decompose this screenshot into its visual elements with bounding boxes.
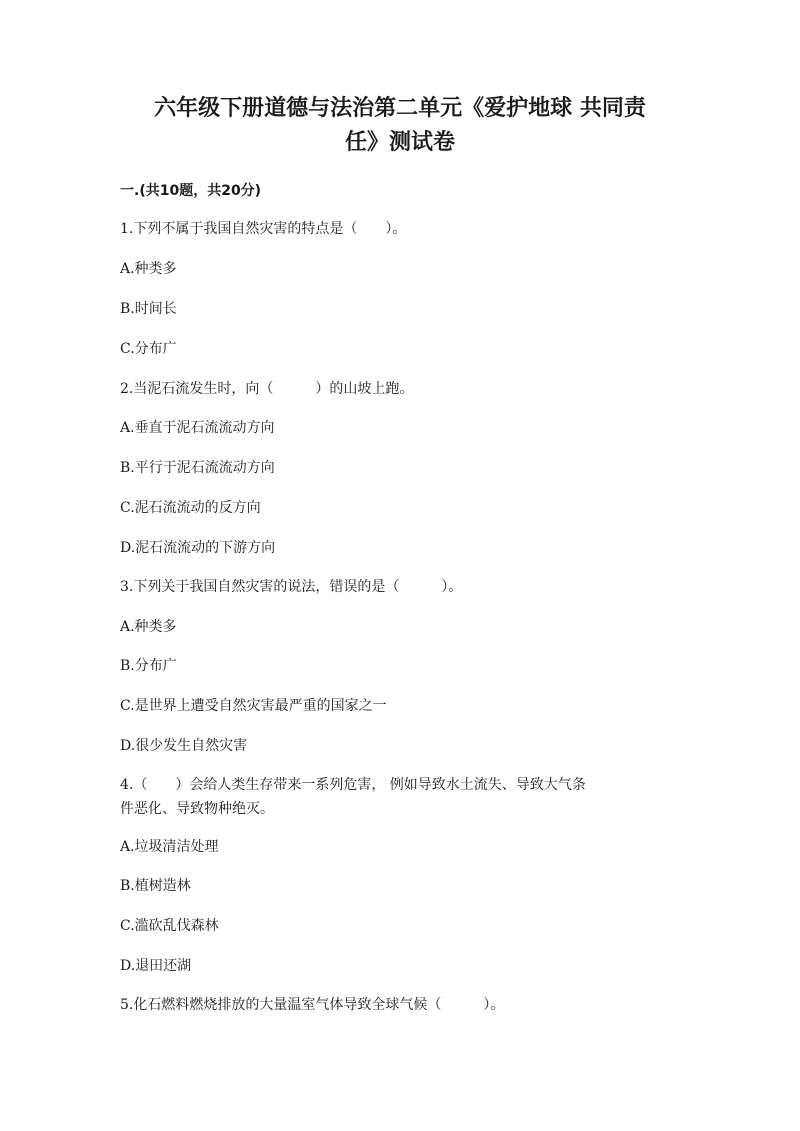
question-4-option-a: A.垃圾清洁处理 [120,839,219,855]
question-2-option-d: D.泥石流流动的下游方向 [120,540,276,556]
exam-title [120,92,680,160]
question-4-option-b: B.植树造林 [120,878,191,894]
question-1-option-c: C.分布广 [120,341,177,357]
question-1-option-b: B.时间长 [120,301,177,317]
question-2-stem: 2.当泥石流发生时，向（ ）的山坡上跑。 [120,381,414,397]
question-4-stem-line-2: 件恶化、导致物种绝灭。 [120,801,274,817]
question-5-stem: 5.化石燃料燃烧排放的大量温室气体导致全球气候（ ）。 [120,997,505,1013]
question-2-option-c: C.泥石流流动的反方向 [120,500,261,516]
question-2-option-b: B.平行于泥石流流动方向 [120,460,275,476]
question-4-option-d: D.退田还湖 [120,958,192,974]
question-3-option-c: C.是世界上遭受自然灾害最严重的国家之一 [120,698,387,714]
question-3-option-d: D.很少发生自然灾害 [120,738,248,754]
question-1-option-a: A.种类多 [120,261,177,277]
question-4-stem-line-1: 4.（ ）会给人类生存带来一系列危害， 例如导致水土流失、导致大气条 [120,777,586,793]
exam-title-line-1: 六年级下册道德与法治第二单元《爱护地球 共同责 [154,96,646,121]
question-3-option-b: B.分布广 [120,658,177,674]
section-heading: 一.(共10题，共20分) [120,183,262,199]
question-3-stem: 3.下列关于我国自然灾害的说法，错误的是（ ）。 [120,579,463,595]
exam-title-line-2: 任》测试卷 [344,130,455,155]
question-4-option-c: C.滥砍乱伐森林 [120,918,219,934]
question-3-option-a: A.种类多 [120,619,177,635]
question-1-stem: 1.下列不属于我国自然灾害的特点是（ ）。 [120,221,407,237]
question-2-option-a: A.垂直于泥石流流动方向 [120,420,275,436]
